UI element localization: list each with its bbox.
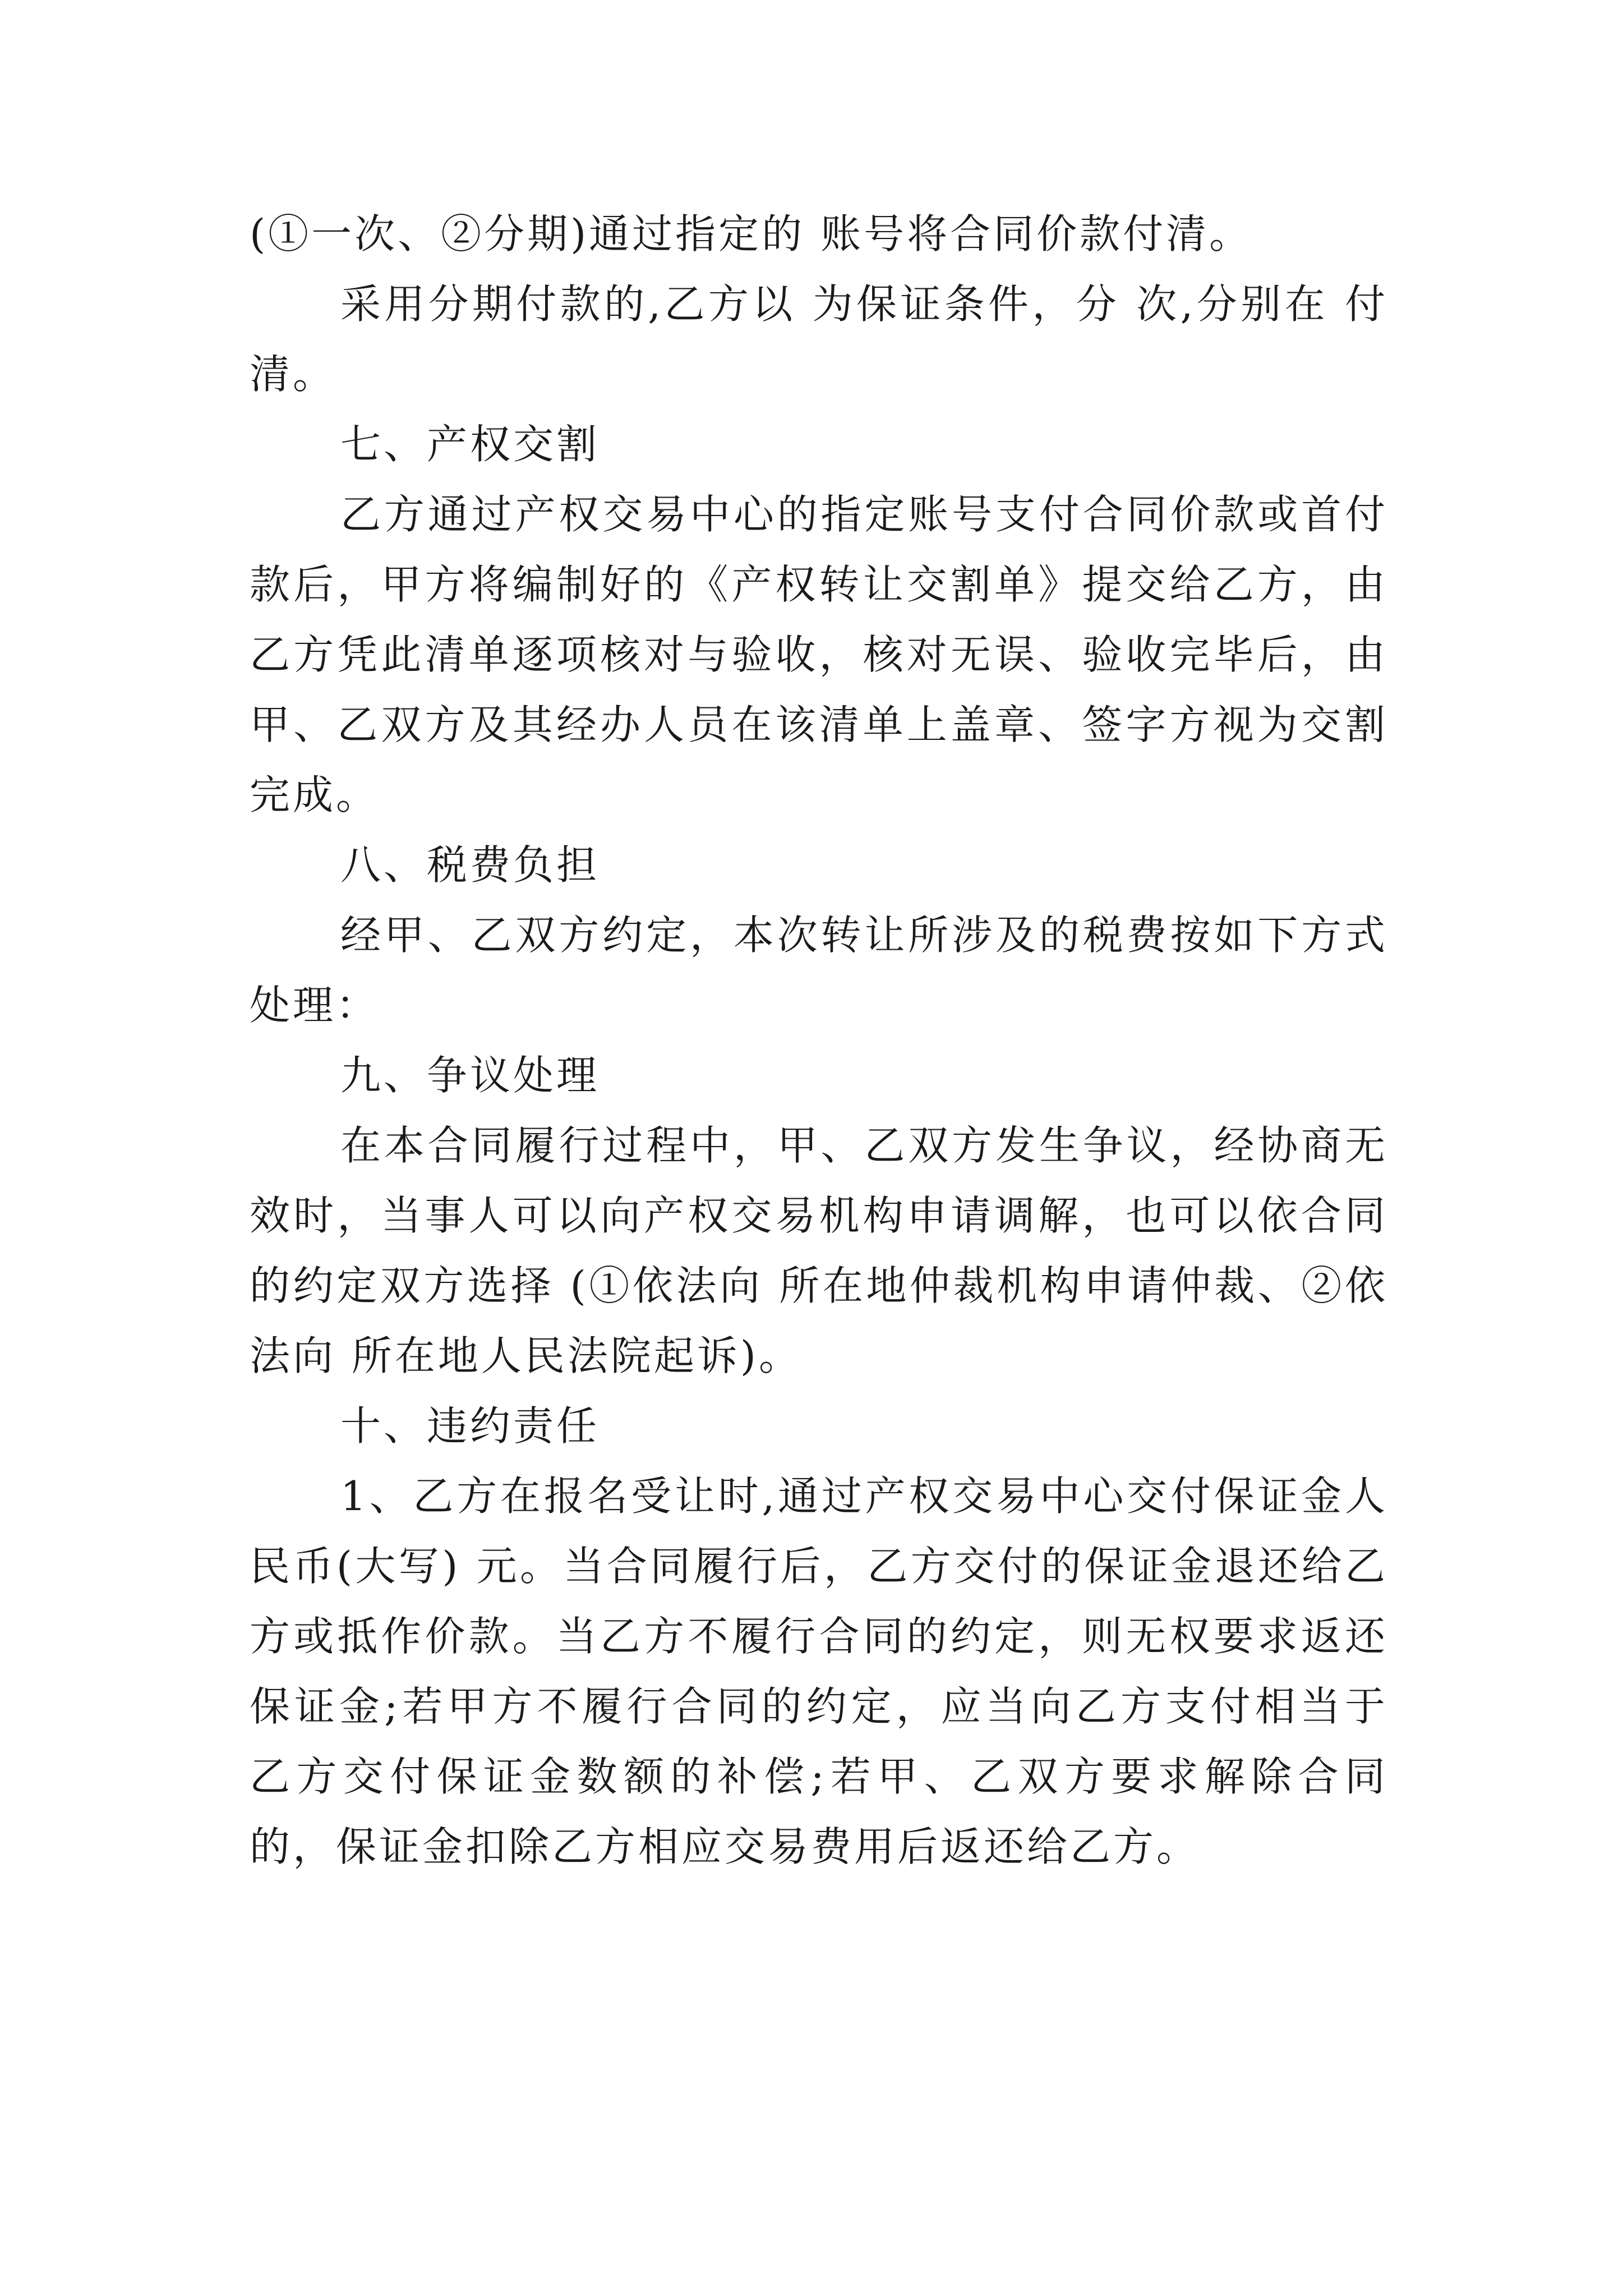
section-heading-breach-liability: 十、违约责任 <box>340 1402 600 1450</box>
paragraph-taxes-fees: 经甲、乙双方约定，本次转让所涉及的税费按如下方式处理： <box>250 912 1388 1029</box>
paragraph-dispute-resolution: 在本合同履行过程中，甲、乙双方发生争议，经协商无效时，当事人可以向产权交易机构申请调解，也可以依合同的约定双方选择 (①依法向 所在地仲裁机构申请仲裁、②依法向 所在地人民法院起诉)。 <box>250 1122 1388 1379</box>
paragraph-payment-method: (①一次、②分期)通过指定的 账号将合同价款付清。 <box>250 210 1253 257</box>
document-body <box>250 199 1388 1882</box>
section-heading-taxes-fees: 八、税费负担 <box>340 841 600 889</box>
section-heading-property-delivery: 七、产权交割 <box>340 421 600 468</box>
section-heading-dispute-resolution: 九、争议处理 <box>340 1052 600 1099</box>
paragraph-breach-deposit: 1、乙方在报名受让时,通过产权交易中心交付保证金人民币(大写) 元。当合同履行后，乙方交付的保证金退还给乙方或抵作价款。当乙方不履行合同的约定，则无权要求返还保证金;若甲方不履行合同的约定，应当向乙方支付相当于乙方交付保证金数额的补偿;若甲、乙双方要求解除合同的，保证金扣除乙方相应交易费用后返还给乙方。 <box>250 1473 1388 1870</box>
paragraph-property-delivery: 乙方通过产权交易中心的指定账号支付合同价款或首付款后，甲方将编制好的《产权转让交割单》提交给乙方，由乙方凭此清单逐项核对与验收，核对无误、验收完毕后，由甲、乙双方及其经办人员在该清单上盖章、签字方视为交割完成。 <box>250 491 1388 818</box>
paragraph-installment-payment: 采用分期付款的,乙方以 为保证条件，分 次,分别在 付清。 <box>250 280 1388 398</box>
